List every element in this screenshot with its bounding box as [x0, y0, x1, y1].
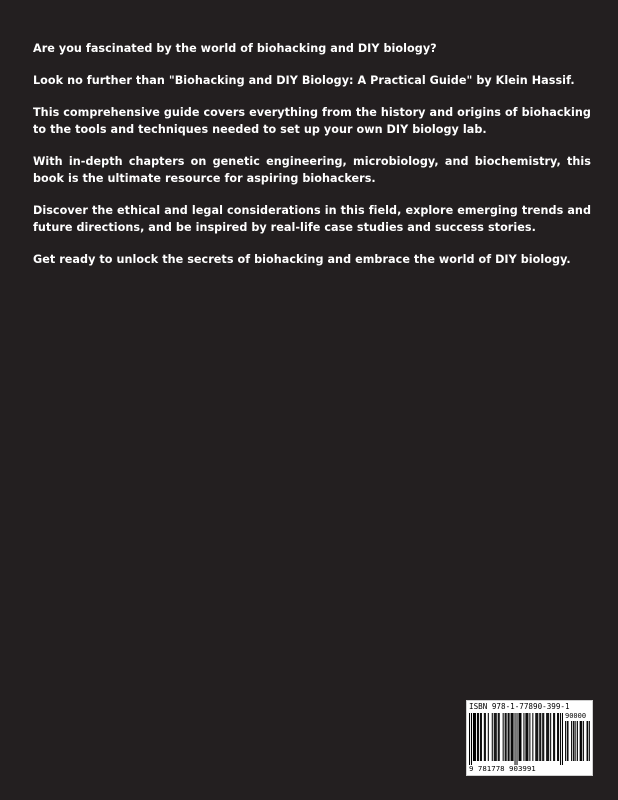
blurb-paragraph-3: This comprehensive guide covers everything from the history and origins of biohacking to the tools and techniques needed to set up your own DIY biology lab.: [33, 106, 591, 136]
blurb-paragraph-2: Look no further than "Biohacking and DIY Biology: A Practical Guide" by Klein Hassif.: [33, 74, 575, 87]
ean-digits: 9 781778 903991: [469, 764, 536, 773]
book-blurb: [33, 40, 591, 283]
isbn-label: ISBN 978-1-77890-399-1: [469, 702, 570, 711]
blurb-paragraph-6: Get ready to unlock the secrets of biohacking and embrace the world of DIY biology.: [33, 253, 571, 266]
blurb-paragraph-1: Are you fascinated by the world of biohacking and DIY biology?: [33, 42, 437, 55]
blurb-paragraph-5: Discover the ethical and legal considerations in this field, explore emerging trends and future directions, and be inspired by real-life case studies and success stories.: [33, 204, 591, 234]
ean-barcode-bars: [469, 713, 563, 765]
blurb-paragraph-4: With in-depth chapters on genetic engineering, microbiology, and biochemistry, this book is the ultimate resource for aspiring biohackers.: [33, 155, 591, 185]
addon-barcode-bars: [565, 721, 590, 765]
addon-digits: 90000: [565, 712, 587, 720]
isbn-barcode: [466, 700, 593, 776]
